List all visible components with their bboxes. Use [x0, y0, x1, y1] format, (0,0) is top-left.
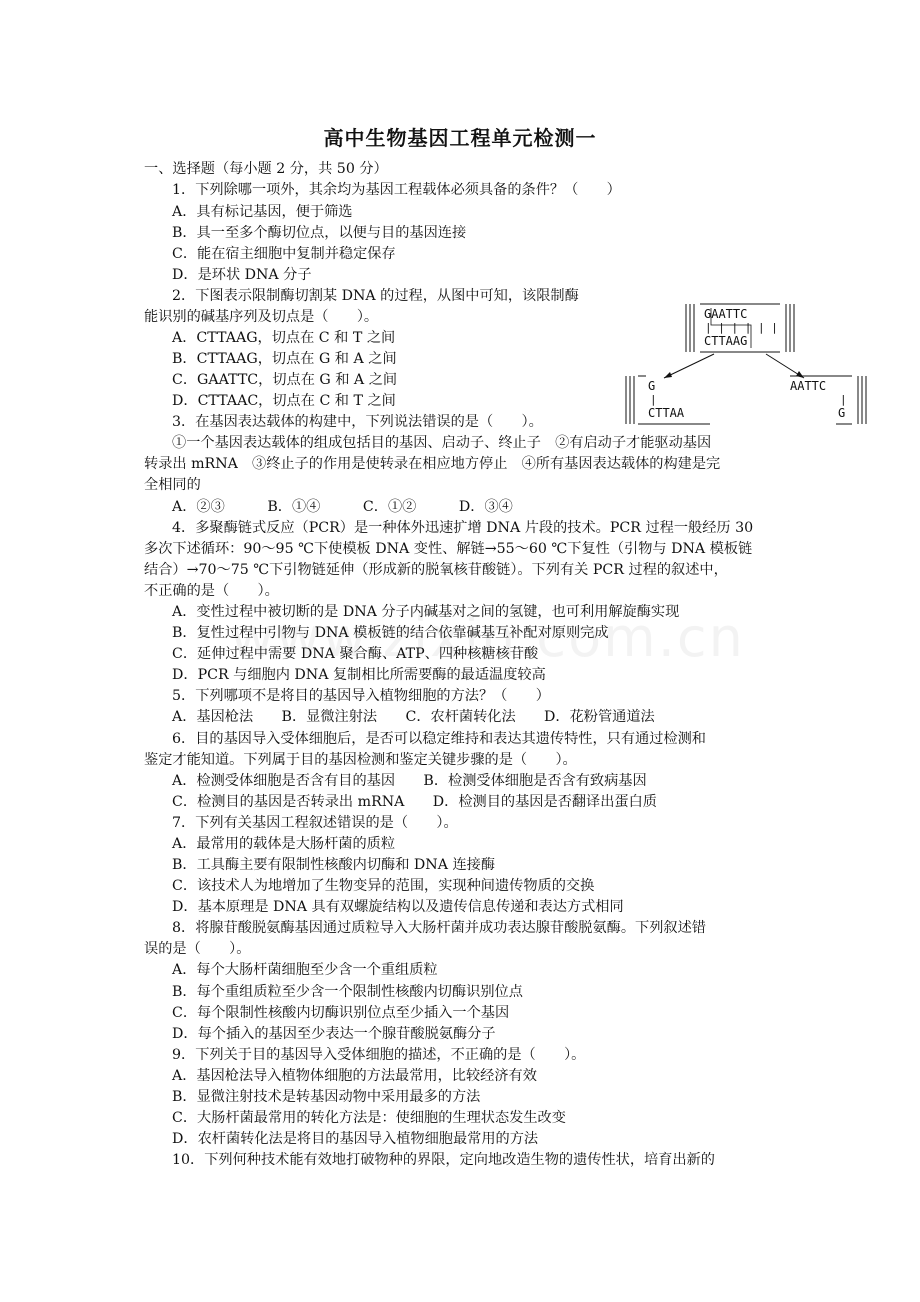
- q4-option-b: B．复性过程中引物与 DNA 模板链的结合依靠碱基互补配对原则完成: [172, 625, 609, 641]
- q7-stem: 7．下列有关基因工程叙述错误的是（ ）。: [172, 815, 458, 831]
- q4-option-c: C．延伸过程中需要 DNA 聚合酶、ATP、四种核糖核苷酸: [172, 646, 539, 662]
- q3-statement-line1: ①一个基因表达载体的组成包括目的基因、启动子、终止子 ②有启动子才能驱动基因: [172, 435, 712, 451]
- page-title: 高中生物基因工程单元检测一: [323, 126, 597, 150]
- q2-option-d: D．CTTAAC，切点在 C 和 T 之间: [172, 393, 396, 409]
- q2-stem-line1: 2．下图表示限制酶切割某 DNA 的过程，从图中可知，该限制酶: [172, 288, 579, 304]
- top-strand-sequence: GAATTC: [704, 307, 748, 321]
- q3-statement-line2: 转录出 mRNA ③终止子的作用是使转录在相应地方停止 ④所有基因表达载体的构建是完: [144, 456, 721, 472]
- left-top-end: G: [648, 379, 656, 393]
- q8-stem-line1: 8．将腺苷酸脱氨酶基因通过质粒导入大肠杆菌并成功表达腺苷酸脱氨酶。下列叙述错: [172, 920, 706, 936]
- q2-option-a: A．CTTAAG，切点在 C 和 T 之间: [172, 330, 396, 346]
- q4-stem-line4: 不正确的是（ ）。: [144, 583, 279, 599]
- q9-option-c: C．大肠杆菌最常用的转化方法是：使细胞的生理状态发生改变: [172, 1110, 566, 1126]
- q4-stem-line2: 多次下述循环：90～95 ℃下使模板 DNA 变性、解链→55～60 ℃下复性（引物与 DNA 模板链: [144, 541, 753, 557]
- q5-options: A．基因枪法 B．显微注射法 C．农杆菌转化法 D．花粉管通道法: [172, 709, 655, 725]
- q8-option-d: D．每个插入的基因至少表达一个腺苷酸脱氨酶分子: [172, 1026, 496, 1042]
- right-bottom-end: G: [838, 406, 846, 420]
- bottom-strand-sequence: CTTAAG: [704, 334, 748, 348]
- q8-option-a: A．每个大肠杆菌细胞至少含一个重组质粒: [172, 962, 438, 978]
- q8-option-b: B．每个重组质粒至少含一个限制性核酸内切酶识别位点: [172, 984, 523, 1000]
- svg-text:|: |: [840, 393, 847, 406]
- q1-option-c: C．能在宿主细胞中复制并稳定保存: [172, 246, 396, 262]
- right-fragment: [790, 376, 866, 424]
- q1-option-d: D．是环状 DNA 分子: [172, 267, 312, 283]
- q4-stem-line1: 4．多聚酶链式反应（PCR）是一种体外迅速扩增 DNA 片段的技术。PCR 过程一般经历 30: [172, 520, 754, 536]
- cut-arrows: [664, 354, 804, 378]
- q8-stem-line2: 误的是（ ）。: [144, 941, 251, 957]
- left-fragment: [626, 376, 710, 424]
- q2-stem-line2: 能识别的碱基序列及切点是（ ）。: [144, 309, 379, 325]
- q4-stem-line3: 结合）→70～75 ℃下引物链延伸（形成新的脱氧核苷酸链）。下列有关 PCR 过程的叙述中，: [144, 562, 728, 578]
- q7-option-c: C．该技术人为地增加了生物变异的范围，实现种间遗传物质的交换: [172, 878, 595, 894]
- watermark: [230, 606, 745, 669]
- q3-options: A．②③ B．①④ C．①② D．③④: [172, 499, 513, 515]
- q2-option-b: B．CTTAAG，切点在 G 和 A 之间: [172, 351, 397, 367]
- q7-option-b: B．工具酶主要有限制性核酸内切酶和 DNA 连接酶: [172, 857, 496, 873]
- q9-option-b: B．显微注射技术是转基因动物中采用最多的方法: [172, 1089, 481, 1105]
- svg-text:| | | | | |: | | | | | |: [705, 321, 778, 334]
- q10-stem-line1: 10．下列何种技术能有效地打破物种的界限，定向地改造生物的遗传性状，培育出新的: [172, 1152, 715, 1168]
- left-bottom-end: CTTAA: [648, 406, 685, 420]
- q7-option-d: D．基本原理是 DNA 具有双螺旋结构以及遗传信息传递和表达方式相同: [172, 899, 624, 915]
- right-top-end: AATTC: [790, 379, 827, 393]
- q6-options-ab: A．检测受体细胞是否含有目的基因 B．检测受体细胞是否含有致病基因: [172, 773, 647, 789]
- q4-option-d: D．PCR 与细胞内 DNA 复制相比所需要酶的最适温度较高: [172, 667, 546, 683]
- uncut-dna-segment: [686, 304, 794, 352]
- q9-option-d: D．农杆菌转化法是将目的基因导入植物细胞最常用的方法: [172, 1131, 539, 1147]
- q5-stem: 5．下列哪项不是将目的基因导入植物细胞的方法？（ ）: [172, 688, 550, 704]
- q6-options-cd: C．检测目的基因是否转录出 mRNA D．检测目的基因是否翻译出蛋白质: [172, 794, 657, 810]
- q8-option-c: C．每个限制性核酸内切酶识别位点至少插入一个基因: [172, 1005, 510, 1021]
- q4-option-a: A．变性过程中被切断的是 DNA 分子内碱基对之间的氢键，也可利用解旋酶实现: [172, 604, 680, 620]
- q6-stem-line1: 6．目的基因导入受体细胞后，是否可以稳定维持和表达其遗传特性，只有通过检测和: [172, 731, 706, 747]
- q1-option-b: B．具一至多个酶切位点，以便与目的基因连接: [172, 225, 467, 241]
- q3-stem: 3．在基因表达载体的构建中，下列说法错误的是（ ）。: [172, 414, 543, 430]
- q7-option-a: A．最常用的载体是大肠杆菌的质粒: [172, 836, 396, 852]
- section-heading: 一、选择题（每小题 2 分，共 50 分）: [144, 161, 388, 177]
- q9-stem: 9．下列关于目的基因导入受体细胞的描述，不正确的是（ ）。: [172, 1047, 586, 1063]
- q6-stem-line2: 鉴定才能知道。下列属于目的基因检测和鉴定关键步骤的是（ ）。: [144, 752, 577, 768]
- q9-option-a: A．基因枪法导入植物体细胞的方法最常用，比较经济有效: [172, 1068, 537, 1084]
- q3-statement-line3: 全相同的: [144, 477, 201, 493]
- q1-stem: 1．下列除哪一项外，其余均为基因工程载体必须具备的条件？（ ）: [172, 182, 621, 198]
- q2-option-c: C．GAATTC，切点在 G 和 A 之间: [172, 372, 398, 388]
- svg-text:|: |: [650, 393, 657, 406]
- restriction-enzyme-diagram: [620, 298, 884, 430]
- q1-option-a: A．具有标记基因，便于筛选: [172, 204, 353, 220]
